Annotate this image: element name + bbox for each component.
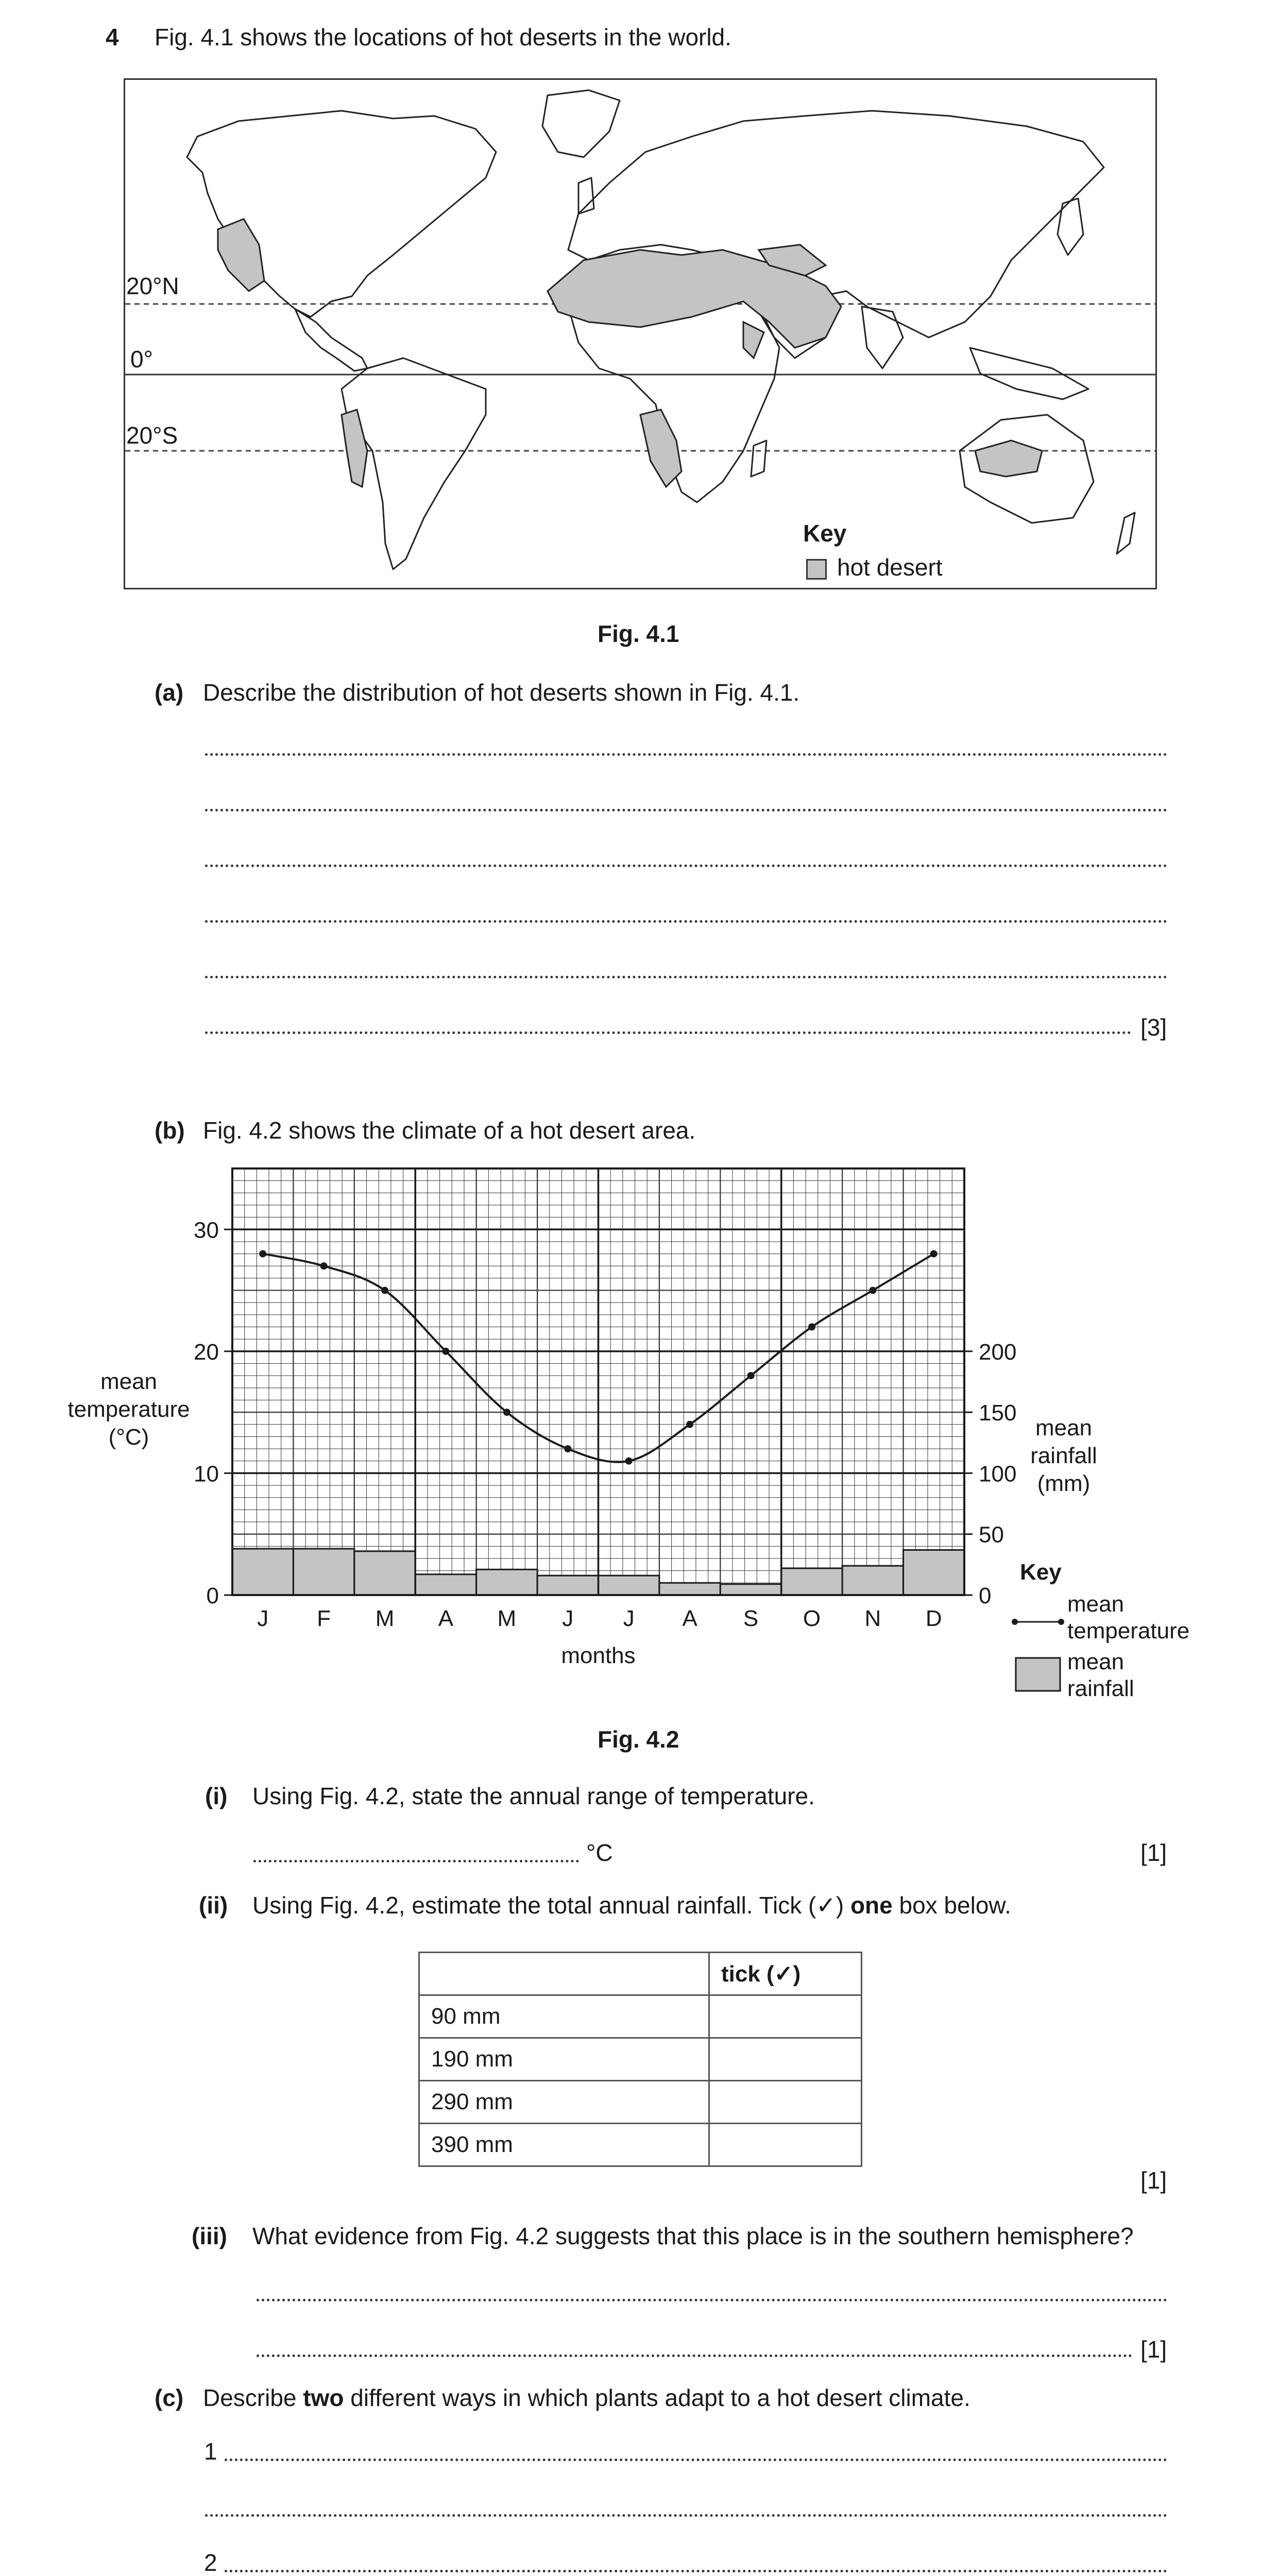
left-axis-tick-label: 30	[194, 1217, 219, 1243]
month-tick-label: D	[925, 1606, 942, 1631]
left-axis-title: mean	[100, 1369, 158, 1394]
left-axis-tick-label: 10	[194, 1461, 219, 1487]
part-a-marks: [3]	[1140, 1014, 1167, 1041]
rainfall-bar-3	[354, 1551, 415, 1595]
answer-line-c3[interactable]	[225, 2570, 1167, 2572]
map-key-title: Key	[803, 520, 847, 547]
temperature-point-6	[564, 1445, 571, 1452]
part-a-label: (a)	[155, 679, 184, 706]
temperature-point-1	[259, 1250, 266, 1258]
tick-box-2[interactable]	[709, 2038, 862, 2081]
part-b-ii-text-end: box below.	[899, 1892, 1011, 1919]
right-axis-tick-label: 0	[979, 1583, 992, 1608]
fig41-caption: Fig. 4.1	[598, 620, 679, 647]
world-map	[124, 78, 1157, 589]
britain	[578, 178, 594, 214]
latitude-label-equator: 0°	[130, 346, 153, 372]
temperature-point-11	[869, 1287, 876, 1294]
climate-chart-svg	[62, 1154, 1226, 1721]
answer-line-a5[interactable]	[205, 976, 1167, 978]
madagascar	[751, 440, 766, 477]
right-axis-title: mean	[1035, 1415, 1093, 1440]
month-tick-label: A	[438, 1606, 454, 1631]
option-label: 290 mm	[419, 2081, 709, 2124]
map-key-swatch	[806, 559, 827, 580]
rainfall-bar-11	[842, 1566, 903, 1595]
part-a-question: Describe the distribution of hot deserts shown in Fig. 4.1.	[203, 679, 800, 706]
latitude-label-20n: 20°N	[126, 273, 179, 299]
part-b-ii-marks: [1]	[1140, 2167, 1167, 2194]
legend-entry-rainfall: rainfall	[1067, 1676, 1134, 1701]
rainfall-bar-7	[599, 1575, 659, 1595]
part-c-label: (c)	[155, 2384, 184, 2411]
option-label: 90 mm	[419, 1995, 709, 2038]
part-b-iii-question: What evidence from Fig. 4.2 suggests that this place is in the southern hemisphere?	[252, 2223, 1134, 2249]
option-label: 190 mm	[419, 2038, 709, 2081]
desert-namib-kalahari	[640, 410, 681, 487]
table-header-blank	[419, 1953, 709, 1995]
right-axis-tick-label: 50	[979, 1522, 1004, 1548]
legend-title: Key	[1020, 1560, 1062, 1585]
table-header-row	[419, 1953, 862, 1995]
rainfall-bar-1	[232, 1549, 293, 1595]
desert-atacama	[342, 410, 367, 487]
month-tick-label: J	[623, 1606, 635, 1631]
temperature-point-7	[625, 1458, 633, 1465]
fig42-caption: Fig. 4.2	[598, 1726, 679, 1753]
temperature-point-4	[442, 1348, 449, 1355]
question-intro: Fig. 4.1 shows the locations of hot deserts in the world.	[155, 24, 731, 50]
rainfall-bar-12	[904, 1550, 964, 1595]
table-row	[419, 2081, 862, 2124]
part-b-ii-text: Using Fig. 4.2, estimate the total annual rainfall. Tick (✓)	[252, 1892, 844, 1919]
climate-chart	[62, 1154, 1226, 1721]
right-axis-title: rainfall	[1030, 1443, 1097, 1468]
part-c-item-2: 2	[204, 2549, 217, 2576]
rainfall-bar-4	[415, 1574, 476, 1595]
answer-line-a1[interactable]	[205, 753, 1167, 756]
answer-line-b-iii-2[interactable]	[257, 2354, 1132, 2357]
month-tick-label: F	[317, 1606, 331, 1631]
rainfall-bar-9	[720, 1584, 781, 1595]
legend-bar-swatch	[1016, 1658, 1060, 1691]
left-axis-tick-label: 20	[194, 1339, 219, 1365]
month-tick-label: O	[803, 1606, 821, 1631]
right-axis-tick-label: 100	[979, 1461, 1017, 1487]
continent-central-america	[295, 309, 367, 371]
temperature-point-3	[381, 1287, 388, 1294]
month-tick-label: M	[375, 1606, 395, 1631]
region-india	[862, 307, 903, 368]
table-header-tick: tick (✓)	[709, 1953, 862, 1995]
left-axis-title: temperature	[67, 1397, 190, 1422]
temperature-point-10	[808, 1324, 815, 1331]
part-b-intro: Fig. 4.2 shows the climate of a hot desert area.	[203, 1117, 696, 1144]
desert-north-america	[218, 219, 264, 291]
temperature-point-12	[930, 1250, 938, 1258]
answer-line-b-iii-1[interactable]	[257, 2299, 1167, 2301]
answer-line-b-i[interactable]	[253, 1860, 579, 1862]
month-tick-label: M	[497, 1606, 517, 1631]
legend-entry-temperature: mean	[1067, 1591, 1124, 1617]
temperature-point-9	[747, 1372, 755, 1379]
left-axis-title: (°C)	[108, 1425, 149, 1450]
world-map-drawing	[125, 80, 1155, 588]
table-row	[419, 2124, 862, 2166]
part-c-item-1: 1	[204, 2438, 217, 2465]
latitude-label-20s: 20°S	[126, 422, 178, 449]
part-b-label: (b)	[155, 1117, 185, 1144]
answer-line-a6[interactable]	[205, 1031, 1131, 1034]
temperature-point-8	[686, 1421, 693, 1428]
greenland	[542, 90, 620, 157]
part-b-i-question: Using Fig. 4.2, state the annual range of temperature.	[252, 1783, 815, 1809]
tick-box-4[interactable]	[709, 2124, 862, 2166]
part-b-i-unit: °C	[586, 1839, 613, 1866]
part-c-text: Describe	[203, 2384, 297, 2411]
desert-horn-africa	[743, 322, 764, 358]
rainfall-bar-5	[476, 1569, 537, 1595]
part-b-i-marks: [1]	[1140, 1839, 1167, 1866]
question-number: 4	[106, 24, 119, 50]
part-c-question	[203, 2383, 970, 2412]
desert-australia	[975, 440, 1042, 477]
month-tick-label: S	[743, 1606, 759, 1631]
right-axis-title: (mm)	[1037, 1471, 1090, 1496]
legend-line-dot	[1058, 1619, 1064, 1625]
legend-line-dot	[1012, 1619, 1018, 1625]
part-b-iii-marks: [1]	[1140, 2336, 1167, 2363]
temperature-point-5	[503, 1409, 510, 1416]
continent-north-america	[187, 111, 496, 317]
month-tick-label: A	[682, 1606, 697, 1631]
rainfall-bar-2	[293, 1549, 354, 1595]
tick-box-3[interactable]	[709, 2081, 862, 2124]
part-b-iii-label: (iii)	[192, 2223, 227, 2249]
part-c-emphasis: two	[303, 2384, 344, 2411]
x-axis-title: months	[561, 1643, 636, 1668]
tick-box-1[interactable]	[709, 1995, 862, 2038]
answer-line-a2[interactable]	[205, 809, 1167, 811]
new-zealand	[1117, 513, 1135, 554]
legend-entry-temperature: temperature	[1067, 1618, 1190, 1643]
month-tick-label: N	[864, 1606, 881, 1631]
answer-line-a3[interactable]	[205, 865, 1167, 867]
answer-line-c1[interactable]	[225, 2459, 1167, 2461]
temperature-point-2	[320, 1262, 328, 1269]
part-b-ii-emphasis: one	[850, 1892, 893, 1919]
rainfall-bar-8	[659, 1583, 720, 1595]
option-label: 390 mm	[419, 2124, 709, 2166]
rainfall-bar-6	[537, 1575, 598, 1595]
part-c-text-end: different ways in which plants adapt to a hot desert climate.	[350, 2384, 970, 2411]
legend-entry-rainfall: mean	[1067, 1649, 1124, 1674]
rainfall-tick-table	[418, 1952, 862, 2167]
right-axis-tick-label: 200	[979, 1339, 1017, 1365]
map-key-label: hot desert	[837, 554, 943, 581]
right-axis-tick-label: 150	[979, 1400, 1017, 1426]
region-se-asia	[970, 348, 1088, 399]
month-tick-label: J	[562, 1606, 574, 1631]
answer-line-a4[interactable]	[205, 920, 1167, 923]
rainfall-bar-10	[781, 1568, 842, 1595]
month-tick-label: J	[257, 1606, 269, 1631]
table-row	[419, 1995, 862, 2038]
table-row	[419, 2038, 862, 2081]
answer-line-c2[interactable]	[205, 2514, 1167, 2517]
part-b-i-label: (i)	[205, 1783, 228, 1809]
part-b-ii-question	[252, 1891, 1011, 1920]
japan	[1058, 198, 1083, 255]
left-axis-tick-label: 0	[206, 1583, 219, 1608]
part-b-ii-label: (ii)	[199, 1892, 228, 1919]
